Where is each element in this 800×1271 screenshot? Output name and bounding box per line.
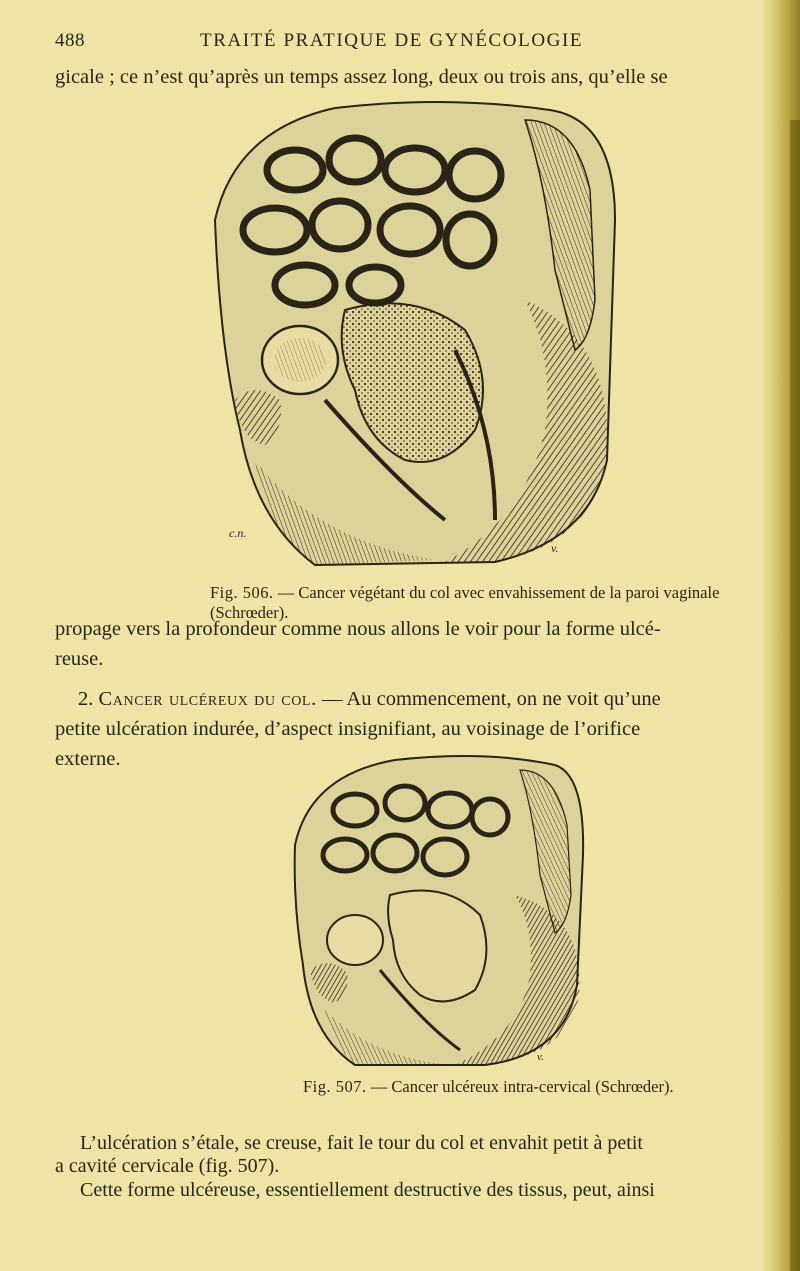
figure-506-caption-text: — Cancer végétant du col avec envahissement de la paroi vaginale (Schrœder). — [210, 583, 720, 622]
body-text-bottom-line2: a cavité cervicale (fig. 507). — [55, 1155, 280, 1177]
running-head: TRAITÉ PRATIQUE DE GYNÉCOLOGIE — [200, 30, 584, 51]
body-text-bottom-line3: Cette forme ulcéreuse, essentiellement destructive des tissus, peut, ainsi — [80, 1179, 655, 1201]
page-number: 488 — [55, 30, 85, 51]
figure-507-caption-text: — Cancer ulcéreux intra-cervical (Schrœder). — [370, 1077, 674, 1096]
body-text-top: gicale ; ce n’est qu’après un temps assez long, deux ou trois ans, qu’elle se — [55, 66, 668, 88]
figure-507-illustration — [285, 755, 585, 1070]
section-2-line2: petite ulcération indurée, d’aspect insignifiant, au voisinage de l’orifice — [55, 718, 641, 740]
page-header — [55, 30, 755, 58]
figure-507-caption — [303, 1077, 674, 1097]
section-2-number: 2. — [78, 688, 94, 710]
section-2-heading: Cancer ulcéreux du col. — [98, 688, 317, 710]
figure-507-caption-number: Fig. 507. — [303, 1077, 367, 1096]
figure-506-illustration — [195, 100, 620, 570]
section-2-line3: externe. — [55, 748, 121, 770]
section-2-line1-rest: — Au commencement, on ne voit qu’une — [321, 688, 661, 710]
page-edge-binding — [790, 120, 800, 1271]
section-2-line1 — [78, 684, 661, 714]
body-text-para2-line1: propage vers la profondeur comme nous allons le voir pour la forme ulcé- — [55, 618, 661, 640]
figure-506-label-b: v. — [551, 541, 559, 555]
figure-506-label-a: c.n. — [229, 526, 247, 540]
figure-506-caption-number: Fig. 506. — [210, 583, 274, 602]
body-text-bottom-line1: L’ulcération s’étale, se creuse, fait le tour du col et envahit petit à petit — [80, 1132, 643, 1154]
figure-507-label-b: v. — [537, 1051, 544, 1063]
body-text-para2-line2: reuse. — [55, 648, 104, 670]
